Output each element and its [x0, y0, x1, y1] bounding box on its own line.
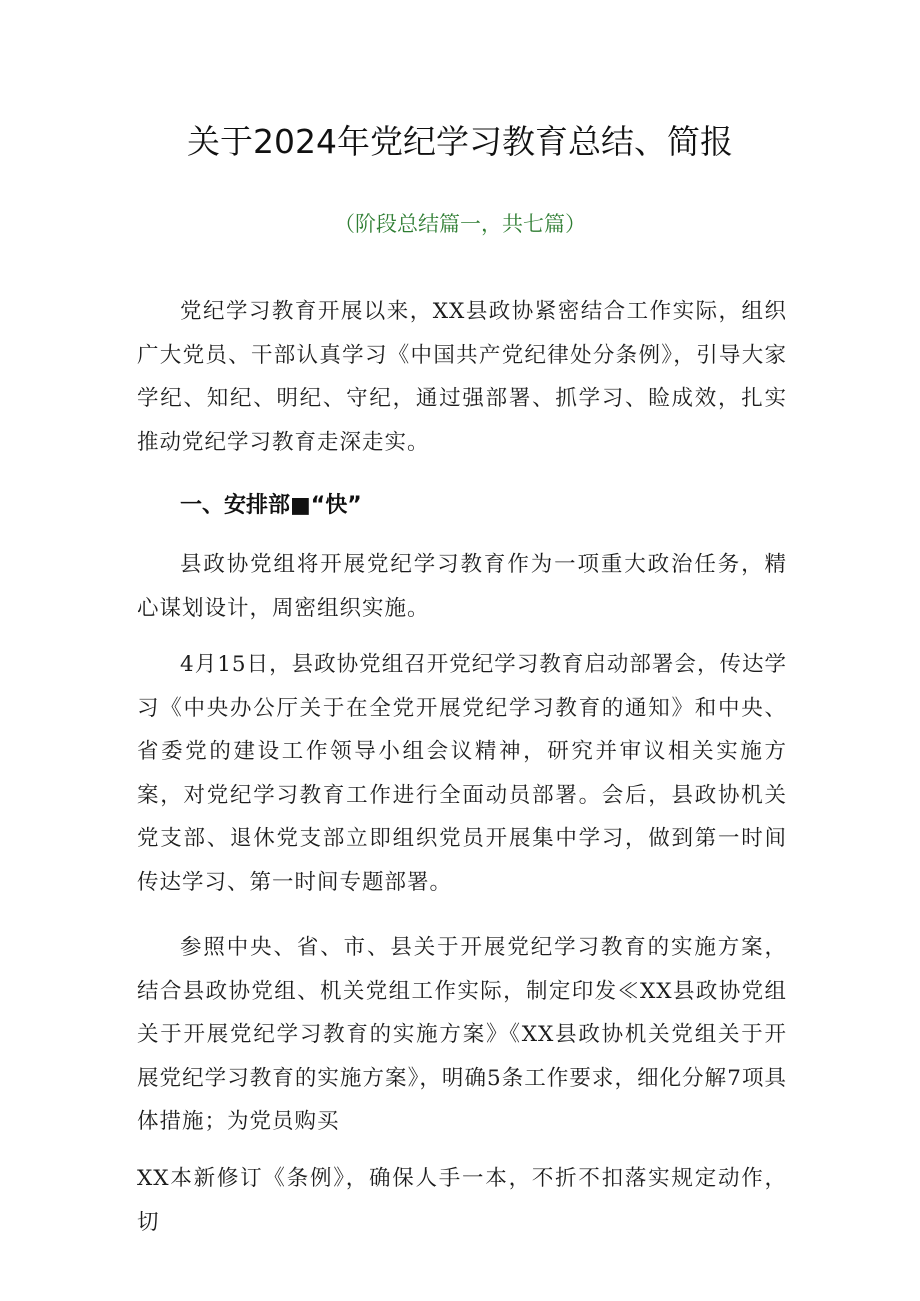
intro-paragraph: 党纪学习教育开展以来，XX县政协紧密结合工作实际，组织广大党员、干部认真学习《中国共产党纪律处分条例》，引导大家学纪、知纪、明纪、守纪，通过强部署、抓学习、睑成效，扎实推动党纪学习教育走深走实。 [137, 299, 787, 455]
body-paragraph-4: XX本新修订《条例》，确保人手一本，不折不扣落实规定动作，切 [137, 1166, 787, 1235]
body-paragraph-2: 4月15日，县政协党组召开党纪学习教育启动部署会，传达学习《中央办公厅关于在全党开展党纪学习教育的通知》和中央、省委党的建设工作领导小组会议精神，研究并审议相关实施方案，对党纪学习教育工作进行全面动员部署。会后，县政协机关党支部、退休党支部立即组织党员开展集中学习，做到第一时间传达学习、第一时间专题部署。 [137, 652, 787, 895]
section-heading: 一、安排部■“快” [180, 493, 362, 518]
document-title: 关于2024年党纪学习教育总结、简报 [187, 122, 733, 161]
body-paragraph-1: 县政协党组将开展党纪学习教育作为一项重大政治任务，精心谋划设计，周密组织实施。 [137, 552, 787, 621]
body-paragraph-3: 参照中央、省、市、县关于开展党纪学习教育的实施方案，结合县政协党组、机关党组工作实际，制定印发≪XX县政协党组关于开展党纪学习教育的实施方案》《XX县政协机关党组关于开展党纪学习教育的实施方案》，明确5条工作要求，细化分解7项具体措施；为党员购买 [137, 935, 787, 1134]
document-subtitle: （阶段总结篇一，共七篇） [334, 212, 586, 236]
